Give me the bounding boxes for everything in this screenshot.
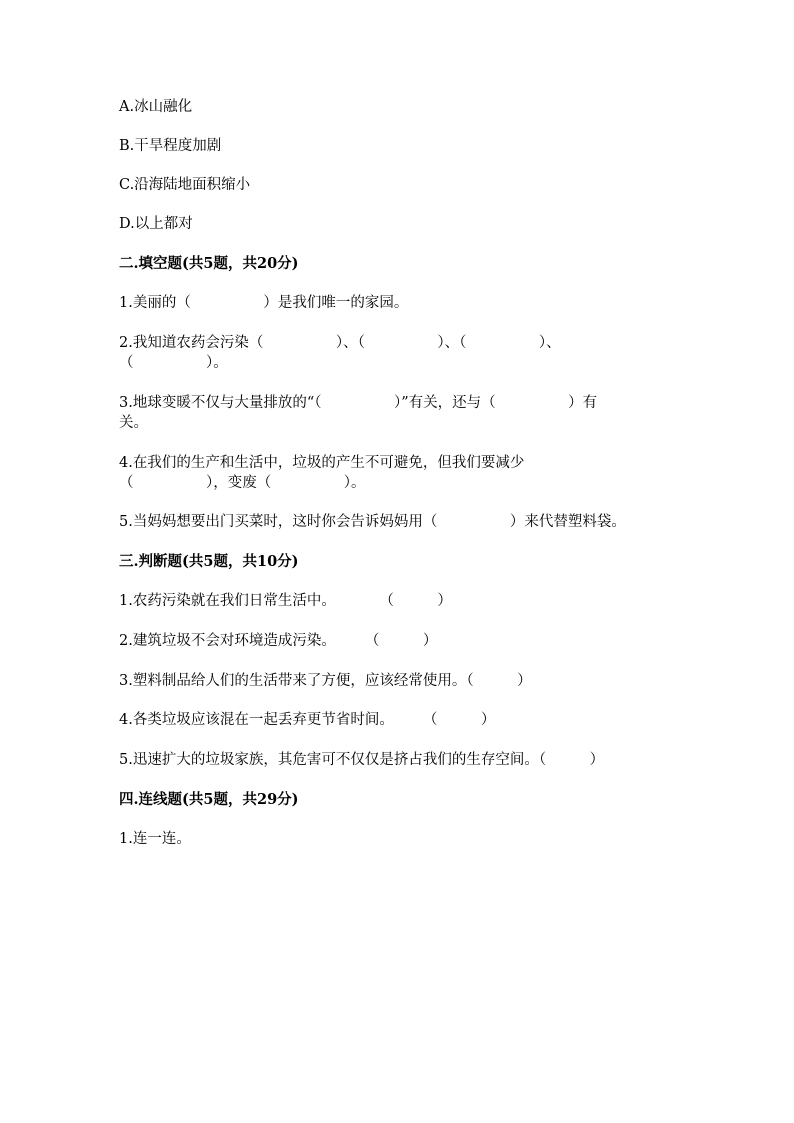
section-heading-fill-blank: 二.填空题(共5题，共20分): [119, 255, 299, 272]
true-false-question-4: 4.各类垃圾应该混在一起丢弃更节省时间。 （ ）: [119, 712, 496, 728]
option-d: D.以上都对: [119, 216, 193, 232]
option-b: B.干旱程度加剧: [119, 138, 222, 154]
section-heading-matching: 四.连线题(共5题，共29分): [119, 791, 299, 808]
true-false-question-2: 2.建筑垃圾不会对环境造成污染。 （ ）: [119, 633, 438, 649]
fill-blank-question-5: 5.当妈妈想要出门买菜时，这时你会告诉妈妈用（ ）来代替塑料袋。: [119, 514, 626, 530]
matching-question-1: 1.连一连。: [119, 831, 191, 847]
true-false-question-3: 3.塑料制品给人们的生活带来了方便，应该经常使用。（ ）: [119, 673, 532, 689]
fill-blank-question-2: 2.我知道农药会污染（ ）、（ ）、（ ）、: [119, 335, 561, 351]
fill-blank-question-3: 3.地球变暖不仅与大量排放的“（ ）”有关，还与（ ）有: [119, 395, 598, 411]
true-false-question-5: 5.迅速扩大的垃圾家族，其危害可不仅仅是挤占我们的生存空间。（ ）: [119, 752, 605, 768]
section-heading-true-false: 三.判断题(共5题，共10分): [119, 553, 299, 570]
fill-blank-question-2-continued: （ ）。: [119, 355, 228, 371]
fill-blank-question-4-continued: （ ），变废（ ）。: [119, 475, 366, 491]
fill-blank-question-3-continued: 关。: [119, 415, 148, 431]
fill-blank-question-1: 1.美丽的（ ）是我们唯一的家园。: [119, 295, 409, 311]
true-false-question-1: 1.农药污染就在我们日常生活中。 （ ）: [119, 593, 452, 609]
fill-blank-question-4: 4.在我们的生产和生活中，垃圾的产生不可避免，但我们要减少: [119, 455, 525, 471]
option-a: A.冰山融化: [119, 99, 193, 115]
option-c: C.沿海陆地面积缩小: [119, 177, 251, 193]
